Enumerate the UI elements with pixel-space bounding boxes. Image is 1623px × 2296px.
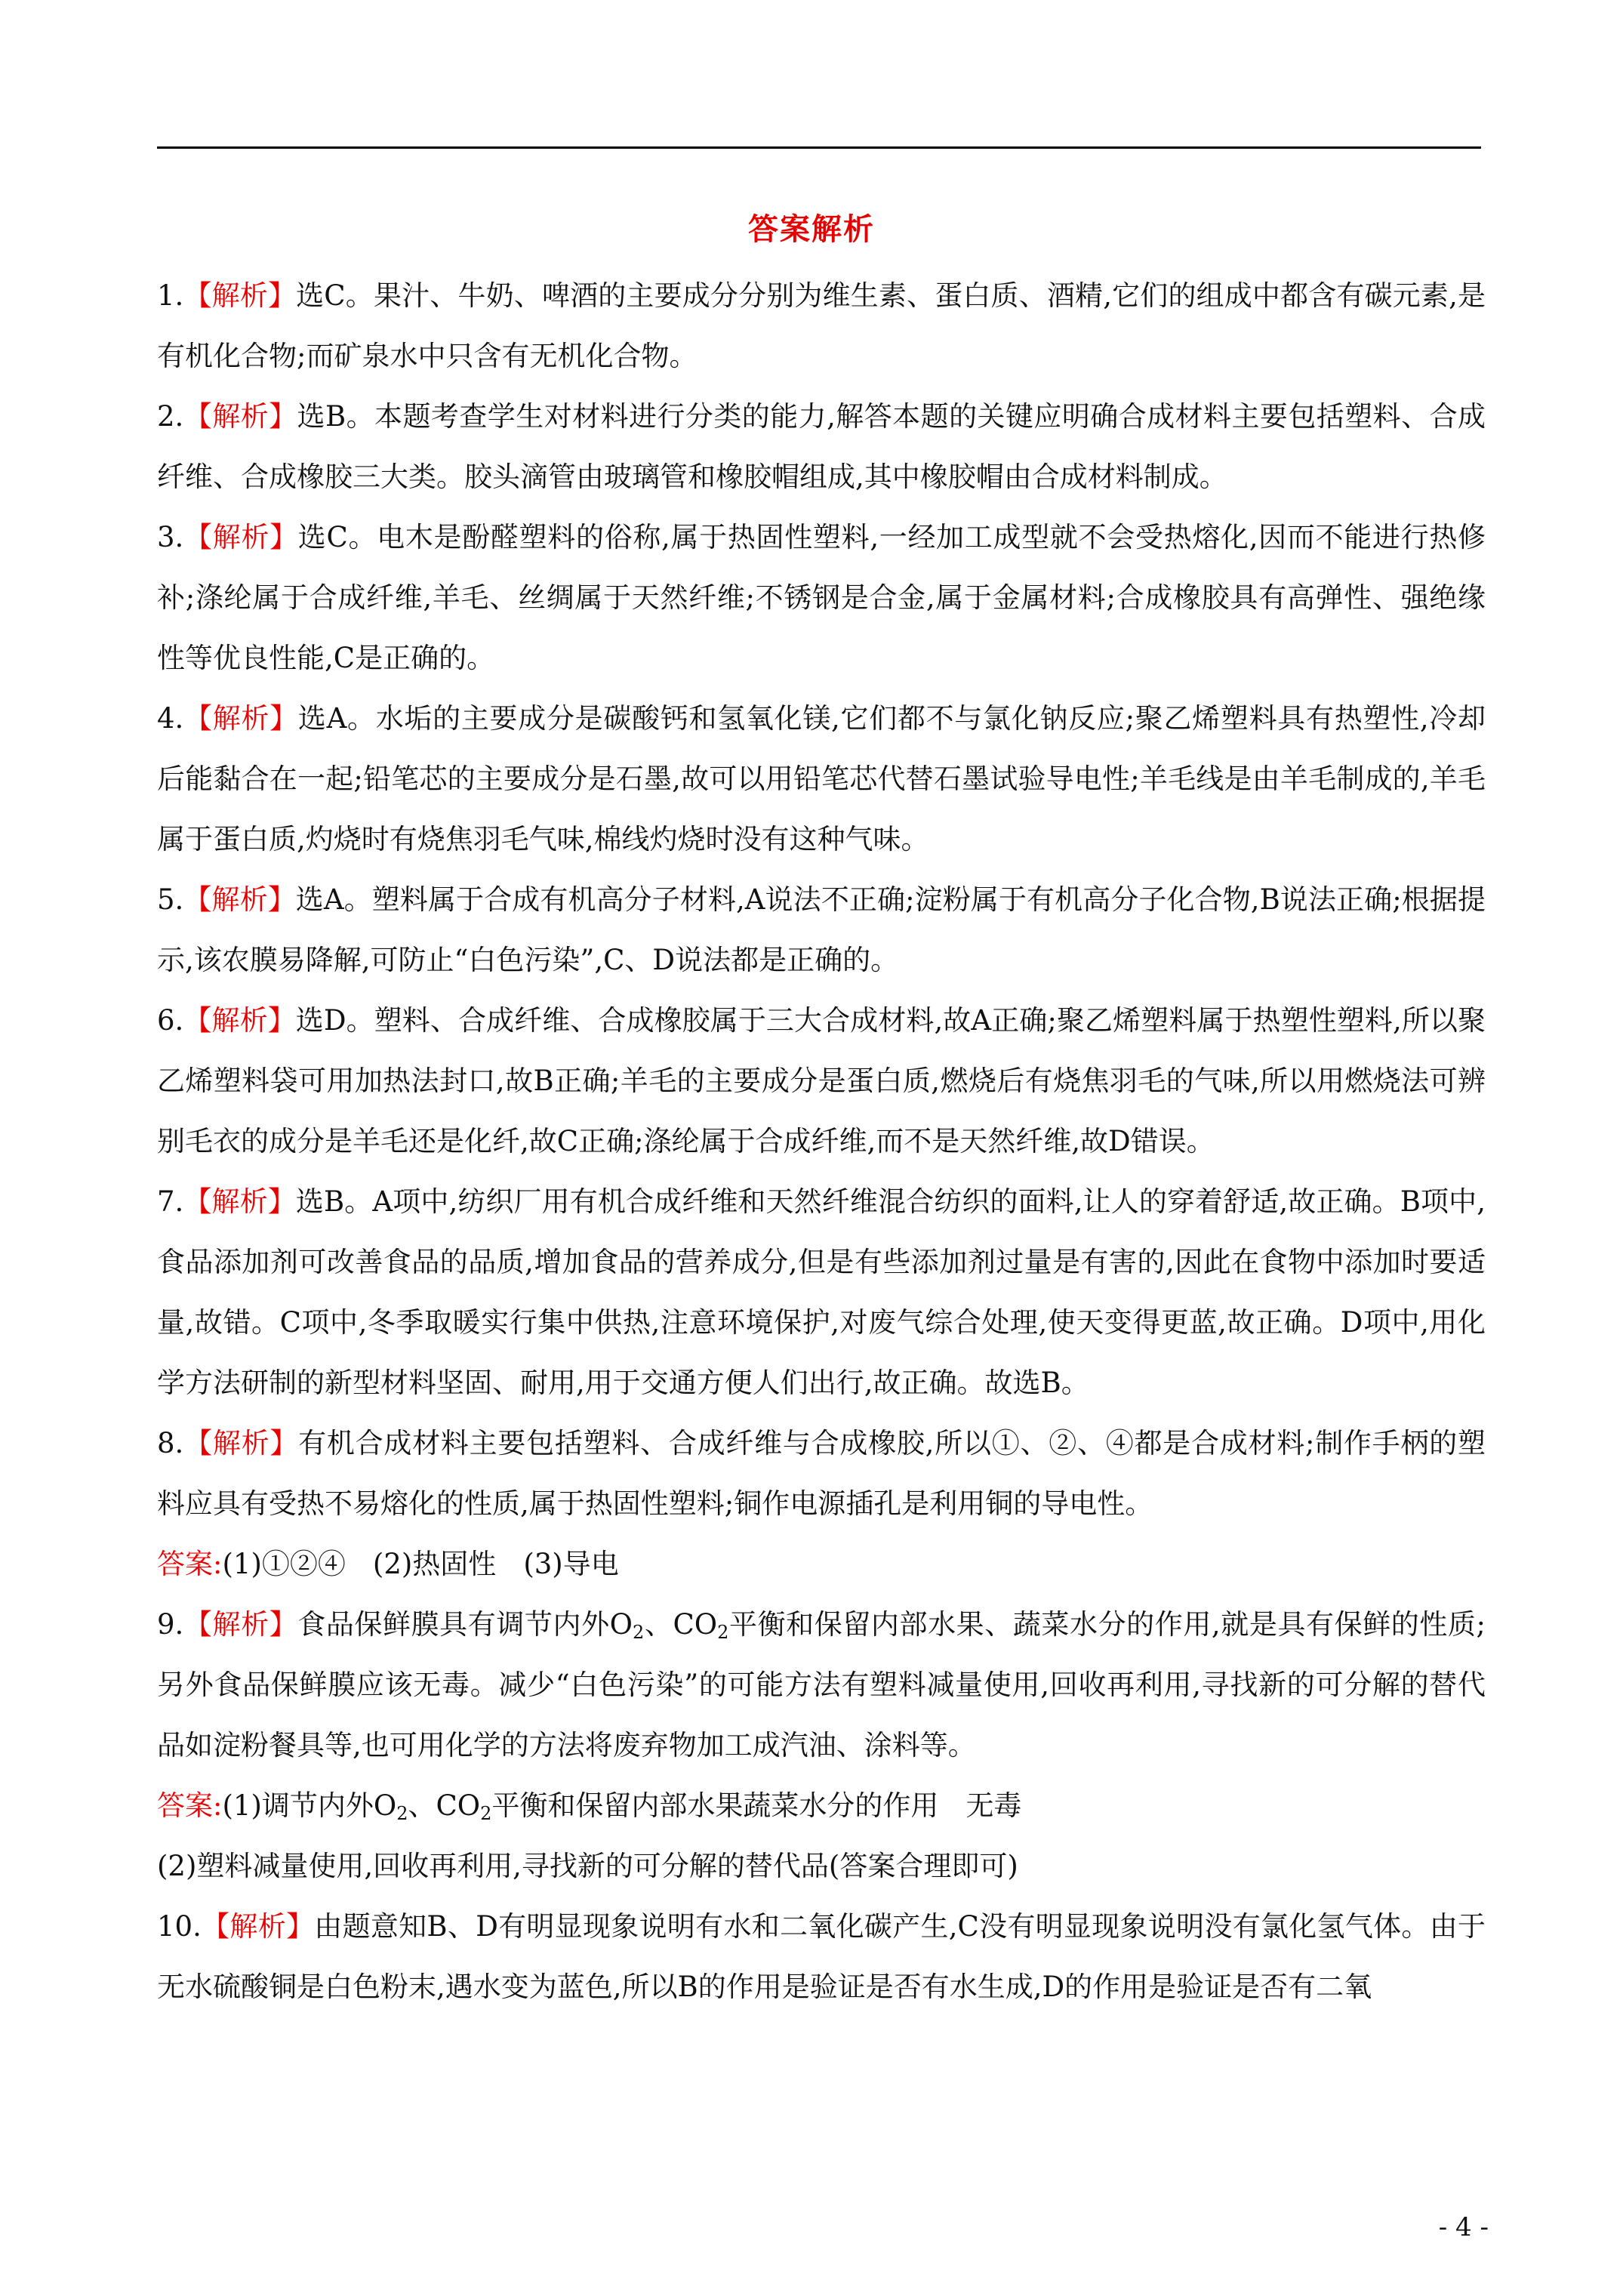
analysis-label: 【解析】: [183, 883, 296, 916]
list-item: [157, 870, 1486, 991]
list-item: [157, 689, 1486, 870]
item-number: 6.: [157, 1004, 184, 1037]
item-text: 选C。果汁、牛奶、啤酒的主要成分分别为维生素、蛋白质、酒精,它们的组成中都含有碳元素,是有机化合物;而矿泉水中只含有无机化合物。: [157, 279, 1486, 372]
list-item: [157, 1413, 1486, 1534]
list-item: [157, 507, 1486, 689]
analysis-label: 【解析】: [183, 702, 298, 735]
answer-content: [157, 266, 1486, 2017]
item-text: 选A。水垢的主要成分是碳酸钙和氢氧化镁,它们都不与氯化钠反应;聚乙烯塑料具有热塑性,冷却后能黏合在一起;铅笔芯的主要成分是石墨,故可以用铅笔芯代替石墨试验导电性;羊毛线是由羊毛制成的,羊毛属于蛋白质,灼烧时有烧焦羽毛气味,棉线灼烧时没有这种气味。: [157, 702, 1486, 855]
analysis-label: 【解析】: [183, 1004, 296, 1037]
answer-part: (1)①②④: [222, 1548, 346, 1580]
subscript: 2: [480, 1803, 492, 1824]
item-number: 5.: [157, 883, 184, 916]
item-number: 3.: [157, 521, 184, 553]
answer-label: 答案:: [157, 1548, 223, 1580]
item-number: 8.: [157, 1427, 184, 1459]
answer-part: (2)塑料减量使用,回收再利用,寻找新的可分解的替代品(答案合理即可): [157, 1850, 1018, 1882]
subscript: 2: [396, 1803, 408, 1824]
subscript: 2: [717, 1622, 729, 1643]
list-item: [157, 1595, 1486, 1776]
list-item: [157, 1172, 1486, 1413]
item-text: 、CO: [644, 1608, 718, 1641]
analysis-label: 【解析】: [183, 1608, 298, 1641]
page-number: - 4 -: [1438, 2212, 1489, 2242]
answer-part: 平衡和保留内部水果蔬菜水分的作用: [491, 1789, 939, 1822]
item-number: 10.: [157, 1910, 202, 1943]
item-number: 7.: [157, 1185, 184, 1218]
answer-part: (1)调节内外O: [222, 1789, 397, 1822]
analysis-label: 【解析】: [183, 1427, 299, 1459]
answer-part: 、CO: [408, 1789, 481, 1822]
item-number: 1.: [157, 279, 184, 312]
item-text: 由题意知B、D有明显现象说明有水和二氧化碳产生,C没有明显现象说明没有氯化氢气体。由于无水硫酸铜是白色粉末,遇水变为蓝色,所以B的作用是验证是否有水生成,D的作用是验证是否有二氧: [157, 1910, 1486, 2003]
item-text: 选D。塑料、合成纤维、合成橡胶属于三大合成材料,故A正确;聚乙烯塑料属于热塑性塑料,所以聚乙烯塑料袋可用加热法封口,故B正确;羊毛的主要成分是蛋白质,燃烧后有烧焦羽毛的气味,所以用燃烧法可辨别毛衣的成分是羊毛还是化纤,故C正确;涤纶属于合成纤维,而不是天然纤维,故D错误。: [157, 1004, 1486, 1157]
answer-line: [157, 1836, 1486, 1897]
subscript: 2: [633, 1622, 645, 1643]
answer-part: 无毒: [965, 1789, 1022, 1822]
answer-part: (2)热固性: [372, 1548, 497, 1580]
item-number: 4.: [157, 702, 184, 735]
item-number: 2.: [157, 400, 184, 433]
item-text: 选C。电木是酚醛塑料的俗称,属于热固性塑料,一经加工成型就不会受热熔化,因而不能进行热修补;涤纶属于合成纤维,羊毛、丝绸属于天然纤维;不锈钢是合金,属于金属材料;合成橡胶具有高弹性、强绝缘性等优良性能,C是正确的。: [157, 521, 1486, 674]
analysis-label: 【解析】: [183, 521, 298, 553]
header-rule: [157, 146, 1481, 149]
analysis-label: 【解析】: [183, 279, 297, 312]
list-item: [157, 387, 1486, 507]
item-text: 平衡和保留内部水果、蔬菜水分的作用,就是具有保鲜的性质;另外食品保鲜膜应该无毒。减少“白色污染”的可能方法有塑料减量使用,回收再利用,寻找新的可分解的替代品如淀粉餐具等,也可用化学的方法将废弃物加工成汽油、涂料等。: [157, 1608, 1486, 1761]
answer-label: 答案:: [157, 1789, 223, 1822]
analysis-label: 【解析】: [201, 1910, 315, 1943]
item-text: 有机合成材料主要包括塑料、合成纤维与合成橡胶,所以①、②、④都是合成材料;制作手柄的塑料应具有受热不易熔化的性质,属于热固性塑料;铜作电源插孔是利用铜的导电性。: [157, 1427, 1486, 1520]
item-text: 选B。本题考查学生对材料进行分类的能力,解答本题的关键应明确合成材料主要包括塑料、合成纤维、合成橡胶三大类。胶头滴管由玻璃管和橡胶帽组成,其中橡胶帽由合成材料制成。: [157, 400, 1486, 493]
answer-line: [157, 1776, 1486, 1836]
analysis-label: 【解析】: [183, 1185, 296, 1218]
page-title: 答案解析: [748, 211, 875, 247]
item-text: 选A。塑料属于合成有机高分子材料,A说法不正确;淀粉属于有机高分子化合物,B说法正确;根据提示,该农膜易降解,可防止“白色污染”,C、D说法都是正确的。: [157, 883, 1486, 976]
answer-line: [157, 1534, 1486, 1595]
analysis-label: 【解析】: [183, 400, 297, 433]
item-text: 选B。A项中,纺织厂用有机合成纤维和天然纤维混合纺织的面料,让人的穿着舒适,故正确。B项中,食品添加剂可改善食品的品质,增加食品的营养成分,但是有些添加剂过量是有害的,因此在食物中添加时要适量,故错。C项中,冬季取暖实行集中供热,注意环境保护,对废气综合处理,使天变得更蓝,故正确。D项中,用化学方法研制的新型材料坚固、耐用,用于交通方便人们出行,故正确。故选B。: [157, 1185, 1486, 1399]
list-item: [157, 1897, 1486, 2017]
item-text: 食品保鲜膜具有调节内外O: [297, 1608, 633, 1641]
list-item: [157, 991, 1486, 1172]
item-number: 9.: [157, 1608, 184, 1641]
answer-part: (3)导电: [523, 1548, 619, 1580]
list-item: [157, 266, 1486, 387]
